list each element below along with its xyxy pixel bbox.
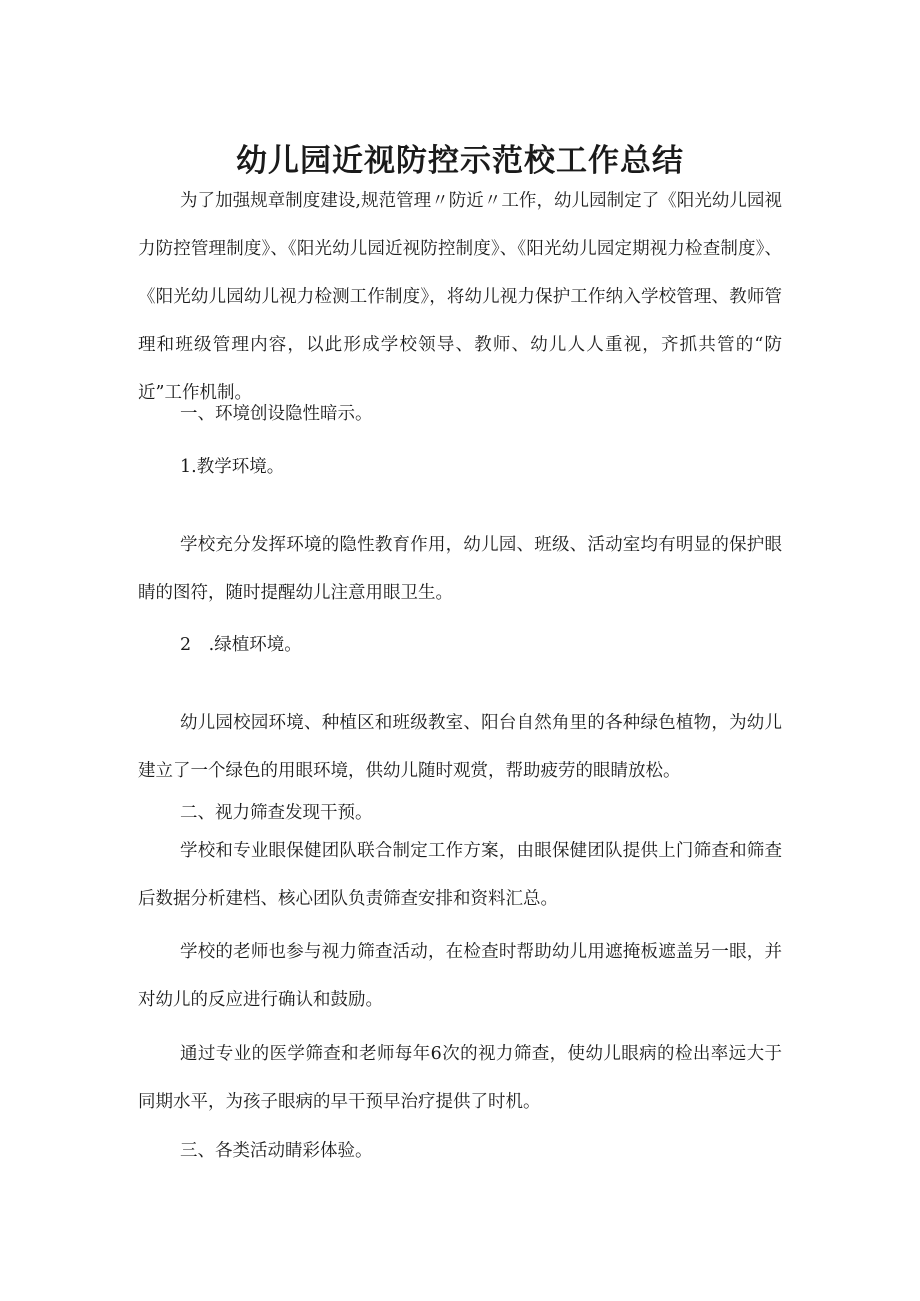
subsection-heading: 1.教学环境。 (180, 457, 285, 477)
section-heading: 一、环境创设隐性暗示。 (180, 404, 373, 424)
body-paragraph: 通过专业的医学筛查和老师每年6次的视力筛查，使幼儿眼病的检出率远大于同期水平，为孩子眼病的早干预早治疗提供了时机。 (138, 1044, 782, 1112)
section-heading: 三、各类活动睛彩体验。 (180, 1141, 373, 1161)
body-paragraph: 学校充分发挥环境的隐性教育作用，幼儿园、班级、活动室均有明显的保护眼睛的图符，随时提醒幼儿注意用眼卫生。 (138, 535, 782, 603)
body-paragraph: 幼儿园校园环境、种植区和班级教室、阳台自然角里的各种绿色植物，为幼儿建立了一个绿色的用眼环境，供幼儿随时观赏，帮助疲劳的眼睛放松。 (138, 713, 782, 781)
body-paragraph: 学校的老师也参与视力筛查活动，在检查时帮助幼儿用遮掩板遮盖另一眼，并对幼儿的反应进行确认和鼓励。 (138, 942, 782, 1010)
intro-paragraph: 为了加强规章制度建设,规范管理〃防近〃工作，幼儿园制定了《阳光幼儿园视力防控管理制度》、《阳光幼儿园近视防控制度》、《阳光幼儿园定期视力检查制度》、《阳光幼儿园幼儿视力检测工作制度》，将幼儿视力保护工作纳入学校管理、教师管理和班级管理内容，以此形成学校领导、教师、幼儿人人重视，齐抓共管的“防近”工作机制。 (138, 191, 782, 403)
body-paragraph: 学校和专业眼保健团队联合制定工作方案，由眼保健团队提供上门筛查和筛查后数据分析建档、核心团队负责筛查安排和资料汇总。 (138, 841, 782, 909)
subsection-heading: 2 .绿植环境。 (180, 635, 302, 655)
document-title: 幼儿园近视防控示范校工作总结 (236, 142, 684, 179)
section-heading: 二、视力筛查发现干预。 (180, 803, 373, 823)
